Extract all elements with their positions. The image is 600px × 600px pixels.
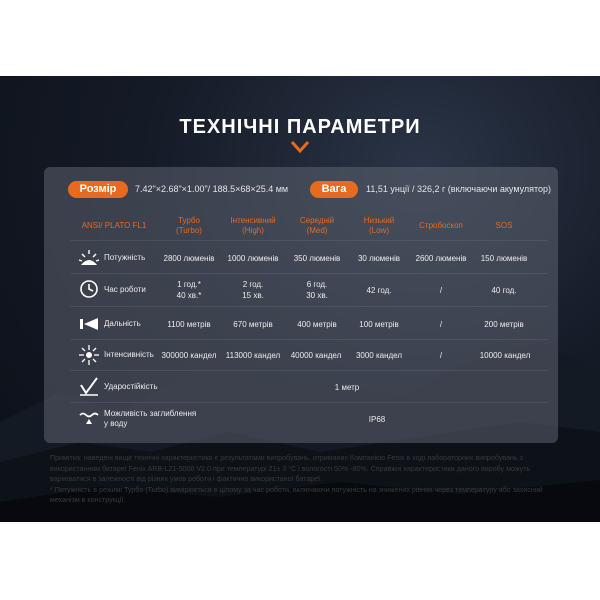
footnote: [50, 453, 556, 506]
brightness-icon: [78, 247, 100, 269]
output-turbo: 2800 люменів: [163, 254, 215, 263]
impact-value: 1 метр: [334, 383, 360, 392]
runtime-med-2: 30 хв.: [306, 291, 328, 300]
runtime-sos: 40 год.: [491, 286, 517, 295]
weight-value: 11,51 унції / 326,2 г (включаючи акумулятор): [366, 184, 552, 194]
output-strobe: 2600 люменів: [415, 254, 467, 263]
output-med: 350 люменів: [293, 254, 341, 263]
intensity-sos: 10000 кандел: [479, 351, 531, 360]
header-ansi: ANSI/ PLATO FL1: [81, 221, 147, 230]
header-turbo-label: Турбо: [178, 216, 200, 225]
row-divider: [70, 306, 548, 307]
distance-turbo: 1100 метрів: [167, 320, 211, 329]
header-med-label: Середній: [299, 216, 335, 225]
row-distance-label: Дальність: [104, 319, 141, 328]
header-low: [348, 216, 410, 236]
runtime-high: [221, 279, 285, 301]
intensity-icon: [78, 344, 100, 366]
runtime-med: [285, 279, 349, 301]
output-high: 1000 люменів: [227, 254, 279, 263]
intensity-turbo: 300000 кандел: [161, 351, 217, 360]
water-value: IP68: [368, 415, 386, 424]
footnote-p1: Примітка: наведені вище технічні характеристики є результатами випробувань, отриманих Компанією Fenix в ході лабораторних випробувань з використанням батареї Fenix ARB-L21-5000 V2.0 при температурі 21± 3 °C і вологості 50% -80%. Справжні характеристики даного виробу можуть варіюватися в залежності від різних умов роботи і фактично використаної батареї.: [50, 454, 531, 483]
distance-high: 670 метрів: [233, 320, 273, 329]
distance-strobe: /: [439, 320, 443, 329]
runtime-low: 42 год.: [366, 286, 392, 295]
impact-icon: [78, 375, 100, 397]
intensity-strobe: /: [439, 351, 443, 360]
water-icon: [78, 407, 100, 429]
weight-badge: Вага: [310, 181, 358, 198]
header-strobe: Стробоскоп: [419, 221, 463, 230]
intensity-low: 3000 кандел: [355, 351, 403, 360]
size-value: 7.42"×2.68"×1.00"/ 188.5×68×25.4 мм: [135, 184, 289, 194]
row-divider: [70, 273, 548, 274]
header-high: [222, 216, 284, 236]
row-impact-label: Ударостійкість: [104, 382, 158, 391]
footnote-p2: * Потужність в режимі Турбо (Turbo) вимірюється в цілому за час роботи, включаючи потужність на знижених рівнях через температуру або захисний механізм в конструкції.: [50, 485, 543, 504]
header-turbo: [160, 216, 218, 236]
runtime-turbo-1: 1 год.*: [177, 280, 201, 289]
header-low-label: Низький: [363, 216, 395, 225]
row-output-label: Потужність: [104, 253, 146, 262]
row-water-label-1: Можливість заглиблення: [104, 409, 197, 418]
runtime-turbo-2: 40 хв.*: [176, 291, 202, 300]
distance-sos: 200 метрів: [484, 320, 524, 329]
header-turbo-en: (Turbo): [176, 226, 202, 235]
row-divider: [70, 402, 548, 403]
output-sos: 150 люменів: [480, 254, 528, 263]
intensity-high: 113000 кандел: [225, 351, 281, 360]
size-badge: Розмір: [68, 181, 128, 198]
intensity-med: 40000 кандел: [290, 351, 342, 360]
page-title: ТЕХНІЧНІ ПАРАМЕТРИ: [179, 116, 421, 138]
runtime-high-2: 15 хв.: [242, 291, 264, 300]
header-high-en: (High): [242, 226, 264, 235]
runtime-med-1: 6 год.: [306, 280, 328, 289]
header-high-label: Інтенсивний: [230, 216, 276, 225]
row-runtime-label: Час роботи: [104, 285, 146, 294]
header-med-en: (Med): [306, 226, 328, 235]
header-med: [286, 216, 348, 236]
row-divider: [70, 370, 548, 371]
header-low-en: (Low): [368, 226, 389, 235]
row-divider: [70, 339, 548, 340]
row-intensity-label: Інтенсивність: [104, 350, 154, 359]
row-water-label-2: у воду: [104, 419, 128, 428]
runtime-high-1: 2 год.: [242, 280, 264, 289]
output-low: 30 люменів: [357, 254, 401, 263]
distance-med: 400 метрів: [297, 320, 337, 329]
row-divider: [70, 240, 548, 241]
distance-low: 100 метрів: [359, 320, 399, 329]
beam-distance-icon: [78, 313, 100, 335]
runtime-turbo: [157, 279, 221, 301]
header-sos: SOS: [495, 221, 513, 230]
chevron-down-icon: [290, 140, 310, 154]
clock-icon: [78, 278, 100, 300]
runtime-strobe: /: [439, 286, 443, 295]
